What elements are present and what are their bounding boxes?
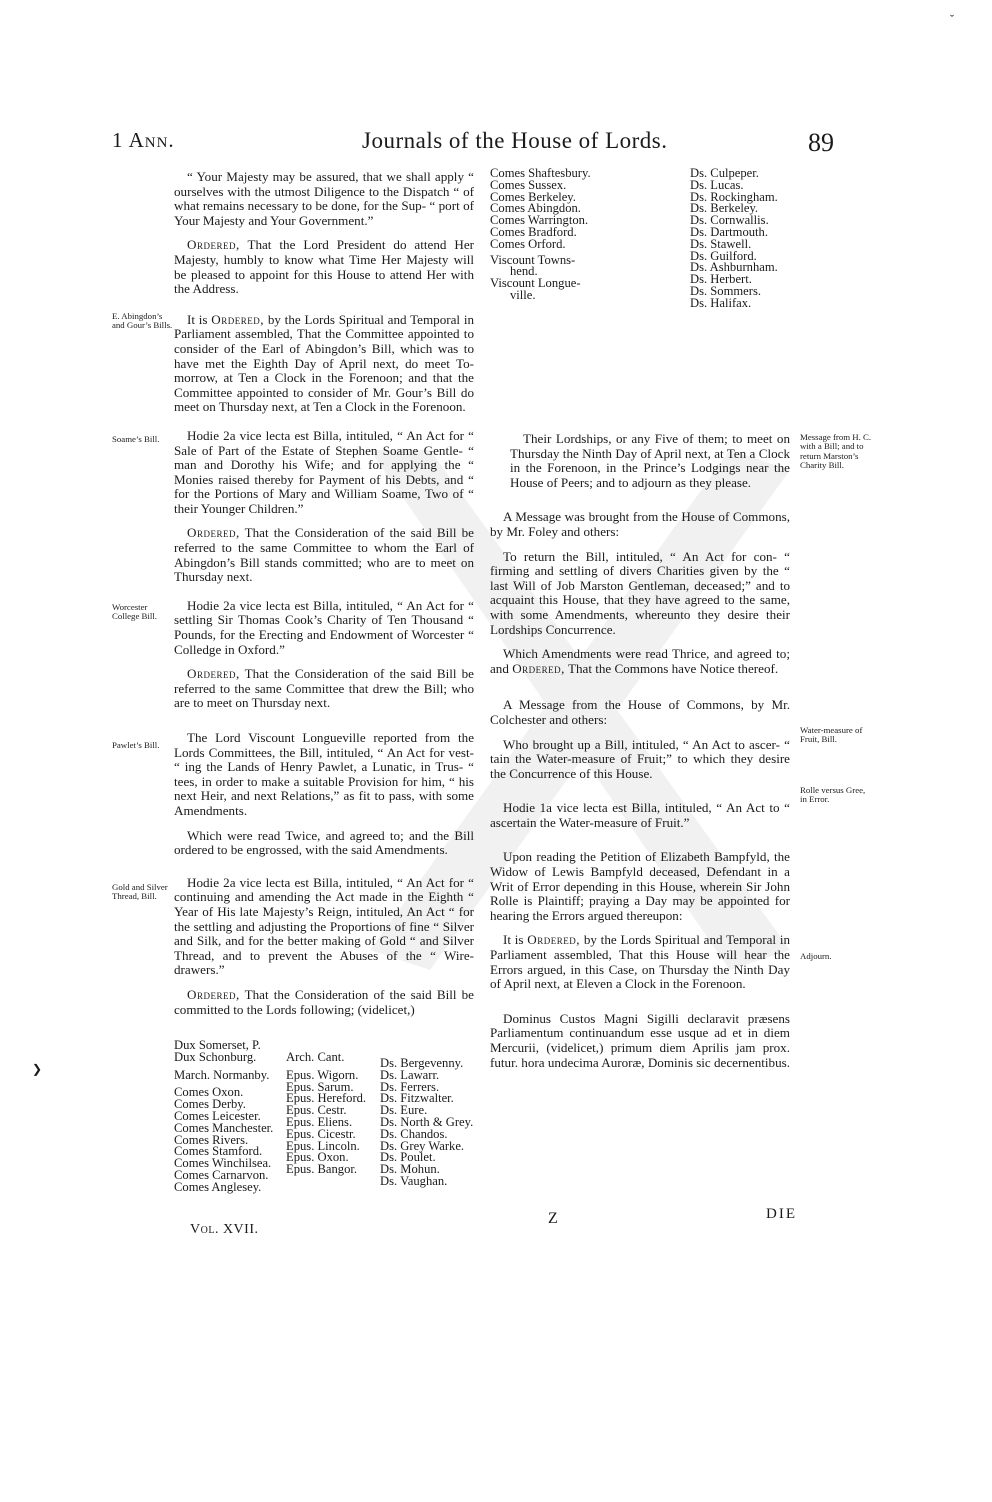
order-worcester: That the Consideration of the said Bill be referred to the same Committee that drew the Bill; who are to meet on Thursday next. [174, 666, 474, 711]
margin-note-water-measure: Water-measure of Fruit, Bill. [800, 725, 863, 745]
order-errors-hearing: by the Lords Spiritual and Temporal in Parliament assembled, That this House will hear the Errors argued, in this Case, on Thursday the Ninth Day of April next, at Eleven a Clock in the Forenoon. [490, 932, 791, 992]
ordered-label: Ordered, [512, 660, 565, 676]
volume-number: Vol. XVII. [190, 1222, 259, 1237]
margin-note-worcester: Worcester College Bill. [112, 602, 157, 622]
committee-meeting: Their Lordships, or any Five of them; to meet on Thursday the Ninth Day of April next, at Ten a Clock in the Forenoon, in the Prince’s Lodgings near the House of Peers; and to adjourn as they please. [510, 431, 790, 490]
message-colchester: A Message from the House of Commons, by Mr. Colchester and others: [490, 697, 790, 727]
marston-bill: To return the Bill, intituled, “ An Act for con- “ firming and settling of divers Charities given by the “ last Will of Job Marston Gentleman, deceased;” and to acquaint this House, that they have agreed to the same, with some Amendments, whereunto they desire their Lordships Concurrence. [490, 548, 790, 637]
adjournment-latin: Dominus Custos Magni Sigilli declaravit præsens Parliamentum continuandum esse usque ad et in diem Mercurii, (videlicet,) primum diem Aprilis jam prox. futur. hora undecima Auroræ, Dominis sic decernentibus. [490, 1010, 790, 1070]
signature-mark: Z [548, 1210, 558, 1227]
lords-list-right-earls: Comes Shaftesbury. Comes Sussex. Comes Berkeley. Comes Abingdon. Comes Warrington. Comes Bradford. Comes Orford. Viscount Towns- hend. Viscount Longue- ville. [490, 166, 591, 302]
margin-note-adjourn: Adjourn. [800, 951, 832, 961]
ordered-label: Ordered, [187, 525, 240, 541]
worcester-bill-text: Hodie 2a vice lecta est Billa, intituled, “ An Act for “ settling Sir Thomas Cook’s Charity of Ten Thousand “ Pounds, for the Erecting and Endowment of Worcester “ Colledge in Oxford.” [174, 597, 474, 657]
corner-mark: ˇ [950, 12, 954, 26]
right-column: Their Lordships, or any Five of them; to meet on Thursday the Ninth Day of April next, at Ten a Clock in the Forenoon, in the Prince’s Lodgings near the House of Peers; and to adjourn as they please. A Message was brought from the House of Commons, by Mr. Foley and others: To return the Bill, intituled, “ An Act for con- “ firming and settling of divers Charities given by the “ last Will of Job Marston Gentleman, deceased;” and to acquaint this House, that they have agreed to the same, with some Amendments, whereunto they desire their Lordships Concurrence. Which Amendments were read Thrice, and agreed to; and Ordered, That the Commons have Notice thereof. A Message from the House of Commons, by Mr. Colchester and others: Who brought up a Bill, intituled, “ An Act to ascer- “ tain the Water-measure of Fruit;” to which they desire the Concurrence of this House. Hodie 1a vice lecta est Billa, intituled, “ An Act to “ ascertain the Water-measure of Fruit.” Upon reading the Petition of Elizabeth Bampfyld, the Widow of Lewis Bampfyld deceased, Defendant in a Writ of Error depending in this House, wherein Sir John Rolle is Plaintiff; praying a Day may be appointed for hearing the Errors argued thereupon: It is Ordered, by the Lords Spiritual and Temporal in Parliament assembled, That this House will hear the Errors argued, in this Case, on Thursday the Ninth Day of April next, at Eleven a Clock in the Forenoon. Dominus Custos Magni Sigilli declaravit præsens Parliamentum continuandum esse usque ad et in diem Mercurii, (videlicet,) primum diem Aprilis jam prox. futur. hora undecima Auroræ, Dominis sic decernentibus. [490, 431, 791, 1070]
margin-note-pawlet: Pawlet’s Bill. [112, 740, 160, 750]
water-measure-bill: Who brought up a Bill, intituled, “ An Act to ascer- “ tain the Water-measure of Fruit;” to which they desire the Concurrence of this House. [490, 736, 790, 781]
bampfyld-petition: Upon reading the Petition of Elizabeth Bampfyld, the Widow of Lewis Bampfyld deceased, Defendant in a Writ of Error depending in this House, wherein Sir John Rolle is Plaintiff; praying a Day may be appointed for hearing the Errors argued thereupon: [490, 849, 790, 923]
ordered-label: Ordered, [527, 932, 581, 948]
lords-list-left-bishops: Arch. Cant. Epus. Wigorn. Epus. Sarum. Epus. Hereford. Epus. Cestr. Epus. Eliens. Epus. Cicestr. Epus. Lincoln. Epus. Oxon. Epus. Bangor. [286, 1050, 367, 1177]
soame-bill-text: Hodie 2a vice lecta est Billa, intituled, “ An Act for “ Sale of Part of the Estate of Stephen Soame Gentle- “ man and Dorothy his Wife; and for applying the “ Monies raised thereby for Payment of his Debts, and “ for the Portions of Mary and William Soame, Two of “ their Younger Children.” [174, 427, 474, 516]
ordered-label: Ordered, [187, 986, 240, 1002]
running-head-title: Journals of the House of Lords. [362, 128, 668, 153]
running-head-left: 1 Ann. [112, 128, 175, 152]
edge-mark: ❯ [32, 1062, 43, 1076]
order-president: That the Lord President do attend Her Majesty, humbly to know what Time Her Majesty will be pleased to appoint for this House to attend Her with the Address. [174, 237, 474, 297]
order-soame: That the Consideration of the said Bill be referred to the same Committee to whom the Earl of Abingdon’s Bill stands committed; who are to meet on Thursday next. [174, 525, 474, 585]
margin-note-rolle: Rolle versus Gree, in Error. [800, 785, 866, 805]
catchword: DIE [766, 1206, 797, 1222]
page-number: 89 [808, 128, 834, 157]
water-measure-first-reading: Hodie 1a vice lecta est Billa, intituled, “ An Act to “ ascertain the Water-measure of Fruit.” [490, 800, 790, 830]
left-column: “ Your Majesty may be assured, that we shall apply “ ourselves with the utmost Diligence to the Dispatch “ of what remains necessary to be done, for the Sup- “ port of Your Majesty and Your Government.” Ordered, That the Lord President do attend Her Majesty, humbly to know what Time Her Majesty will be pleased to appoint for this House to attend Her with the Address. It is Ordered, by the Lords Spiritual and Temporal in Parliament assembled, That the Committee appointed to consider of the Earl of Abingdon’s Bill, which was to have met the Eighth Day of April next, do meet To-morrow, at Ten a Clock in the Forenoon; and that the Committee appointed to consider of Mr. Gour’s Bill do meet on Thursday next, at Ten a Clock in the Forenoon. Hodie 2a vice lecta est Billa, intituled, “ An Act for “ Sale of Part of the Estate of Stephen Soame Gentle- “ man and Dorothy his Wife; and for applying the “ Monies raised thereby for Payment of his Debts, and “ for the Portions of Mary and William Soame, Two of “ their Younger Children.” Ordered, That the Consideration of the said Bill be referred to the same Committee to whom the Earl of Abingdon’s Bill stands committed; who are to meet on Thursday next. Hodie 2a vice lecta est Billa, intituled, “ An Act for “ settling Sir Thomas Cook’s Charity of Ten Thousand “ Pounds, for the Erecting and Endowment of Worcester “ Colledge in Oxford.” Ordered, That the Consideration of the said Bill be referred to the same Committee that drew the Bill; who are to meet on Thursday next. The Lord Viscount Longueville reported from the Lords Committees, the Bill, intituled, “ An Act for vest- “ ing the Lands of Henry Pawlet, a Lunatic, in Trus- “ tees, in order to make a suitable Provision for him, “ his next Heir, and next Relations,” as fit to pass, with some Amendments. Which were read Twice, and agreed to; and the Bill ordered to be engrossed, with the said Amendments. Hodie 2a vice lecta est Billa, intituled, “ An Act for “ continuing and amending the Act made in the Eighth “ Year of His late Majesty’s Reign, intituled, An Act “ for the settling and adjusting the Proportions of fine “ Silver and Silk, and for the better making of Gold “ and Silver Thread, and to prevent the Abuses of the “ Wire-drawers.” Ordered, That the Consideration of the said Bill be committed to the Lords following; (videlicet,) [174, 169, 475, 1017]
margin-note-soame: Soame’s Bill. [112, 434, 160, 444]
pawlet-report: The Lord Viscount Longueville reported from the Lords Committees, the Bill, intituled, “ An Act for vest- “ ing the Lands of Henry Pawlet, a Lunatic, in Trus- “ tees, in order to make a suitable Provision for him, “ his next Heir, and next Relations,” as fit to pass, with some Amendments. [174, 730, 474, 818]
margin-note-abingdon: E. Abingdon’s and Gour’s Bills. [112, 311, 173, 331]
pawlet-agreed: Which were read Twice, and agreed to; and the Bill ordered to be engrossed, with the said Amendments. [174, 827, 474, 858]
ordered-label: Ordered, [187, 237, 240, 253]
lords-list-left-barons: Ds. Bergevenny. Ds. Lawarr. Ds. Ferrers. Ds. Fitzwalter. Ds. Eure. Ds. North & Grey. Ds. Chandos. Ds. Grey Warke. Ds. Poulet. Ds. Mohun. Ds. Vaughan. [380, 1056, 474, 1188]
ordered-label: Ordered, [187, 666, 240, 682]
gold-silver-bill-text: Hodie 2a vice lecta est Billa, intituled, “ An Act for “ continuing and amending the Act made in the Eighth “ Year of His late Majesty’s Reign, intituled, An Act “ for the settling and adjusting the Proportions of fine “ Silver and Silk, and for the better making of Gold “ and Silver Thread, and to prevent the Abuses of the “ Wire-drawers.” [174, 874, 474, 978]
margin-note-gold-silver: Gold and Silver Thread, Bill. [112, 882, 168, 902]
order-abingdon-gour: by the Lords Spiritual and Temporal in Parliament assembled, That the Committee appointed to consider of the Earl of Abingdon’s Bill, which was to have met the Eighth Day of April next, do meet To-morrow, at Ten a Clock in the Forenoon; and that the Committee appointed to consider of Mr. Gour’s Bill do meet on Thursday next, at Ten a Clock in the Forenoon. [174, 311, 475, 415]
message-foley: A Message was brought from the House of Commons, by Mr. Foley and others: [490, 509, 790, 539]
ordered-label: Ordered, [211, 311, 265, 327]
address-quote: “ Your Majesty may be assured, that we shall apply “ ourselves with the utmost Diligence to the Dispatch “ of what remains necessary to be done, for the Sup- “ port of Your Majesty and Your Government.” [174, 169, 474, 228]
margin-note-message: Message from H. C. with a Bill; and to return Marston’s Charity Bill. [800, 432, 872, 470]
order-committee: That the Consideration of the said Bill be committed to the Lords following; (videlicet,) [174, 986, 474, 1017]
lords-list-right-barons: Ds. Culpeper. Ds. Lucas. Ds. Rockingham. Ds. Berkeley. Ds. Cornwallis. Ds. Dartmouth. Ds. Stawell. Ds. Guilford. Ds. Ashburnham. Ds. Herbert. Ds. Sommers. Ds. Halifax. [690, 166, 778, 310]
lords-list-left-dukes-earls: Dux Somerset, P. Dux Schonburg. March. Normanby. Comes Oxon. Comes Derby. Comes Leicester. Comes Manchester. Comes Rivers. Comes Stamford. Comes Winchilsea. Comes Carnarvon. Comes Anglesey. [174, 1038, 274, 1194]
